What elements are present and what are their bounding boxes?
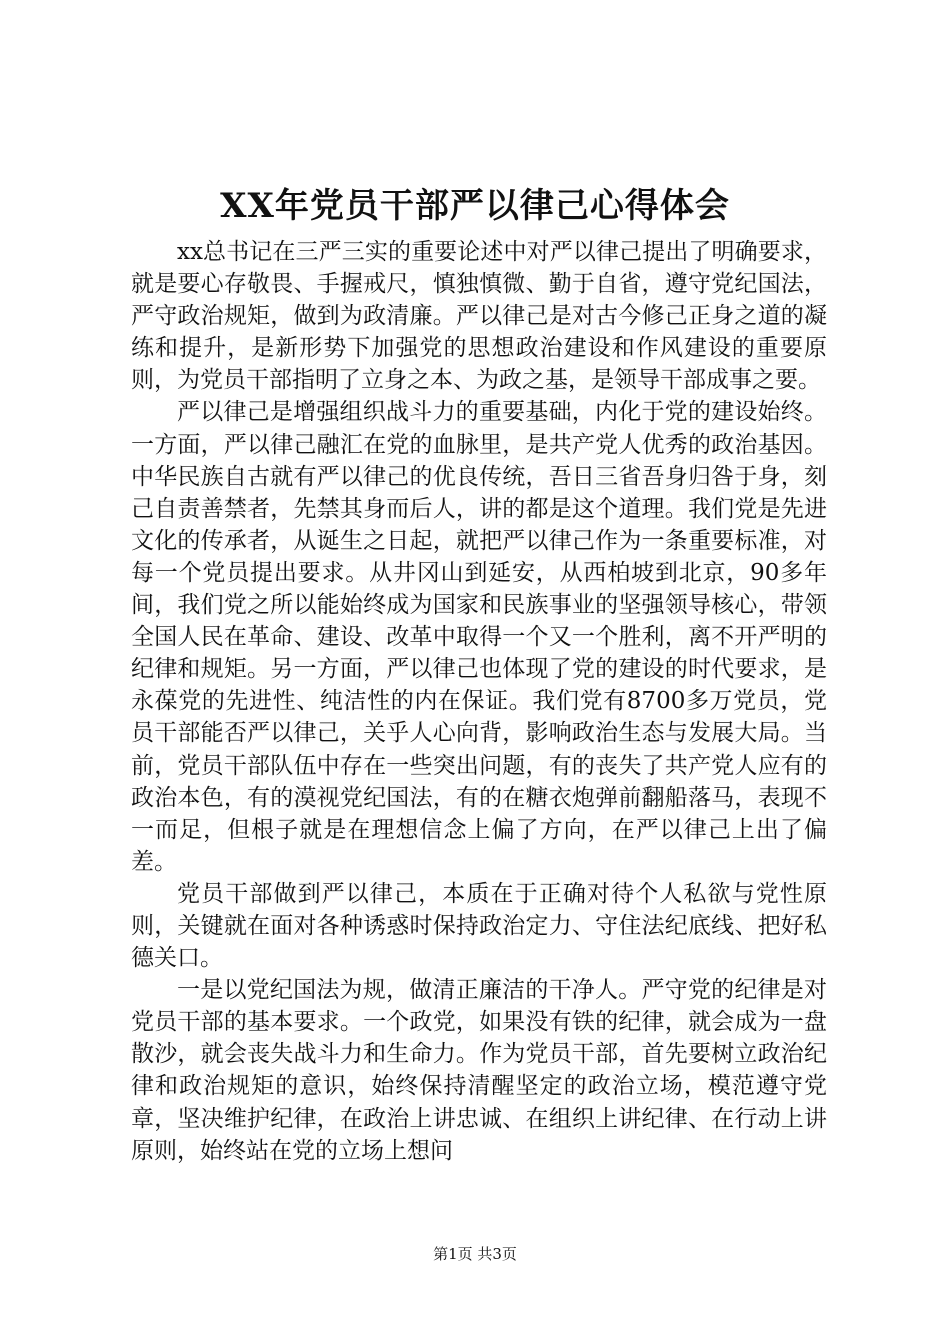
paragraph: 一是以党纪国法为规，做清正廉洁的干净人。严守党的纪律是对党员干部的基本要求。一个政党，如果没有铁的纪律，就会成为一盘散沙，就会丧失战斗力和生命力。作为党员干部，首先要树立政治纪律和政治规矩的意识，始终保持清醒坚定的政治立场，模范遵守党章，坚决维护纪律，在政治上讲忠诚、在组织上讲纪律、在行动上讲原则，始终站在党的立场上想问 <box>131 977 827 1164</box>
paragraph: xx总书记在三严三实的重要论述中对严以律己提出了明确要求，就是要心存敬畏、手握戒尺，慎独慎微、勤于自省，遵守党纪国法，严守政治规矩，做到为政清廉。严以律己是对古今修己正身之道的凝练和提升，是新形势下加强党的思想政治建设和作风建设的重要原则，为党员干部指明了立身之本、为政之基，是领导干部成事之要。 <box>131 239 827 394</box>
document-body <box>131 236 827 1167</box>
document-title: XX年党员干部严以律己心得体会 <box>220 186 730 226</box>
page-number-footer: 第1页 共3页 <box>433 1245 517 1263</box>
paragraph: 党员干部做到严以律己，本质在于正确对待个人私欲与党性原则，关键就在面对各种诱惑时保持政治定力、守住法纪底线、把好私德关口。 <box>131 880 827 972</box>
paragraph: 严以律己是增强组织战斗力的重要基础，内化于党的建设始终。一方面，严以律己融汇在党的血脉里，是共产党人优秀的政治基因。中华民族自古就有严以律己的优良传统，吾日三省吾身归咎于身，刻己自责善禁者，先禁其身而后人，讲的都是这个道理。我们党是先进文化的传承者，从诞生之日起，就把严以律己作为一条重要标准，对每一个党员提出要求。从井冈山到延安，从西柏坡到北京，90多年间，我们党之所以能始终成为国家和民族事业的坚强领导核心，带领全国人民在革命、建设、改革中取得一个又一个胜利，离不开严明的纪律和规矩。另一方面，严以律己也体现了党的建设的时代要求，是永葆党的先进性、纯洁性的内在保证。我们党有8700多万党员，党员干部能否严以律己，关乎人心向背，影响政治生态与发展大局。当前，党员干部队伍中存在一些突出问题，有的丧失了共产党人应有的政治本色，有的漠视党纪国法，有的在糖衣炮弹前翻船落马，表现不一而足，但根子就是在理想信念上偏了方向，在严以律己上出了偏差。 <box>131 399 827 875</box>
